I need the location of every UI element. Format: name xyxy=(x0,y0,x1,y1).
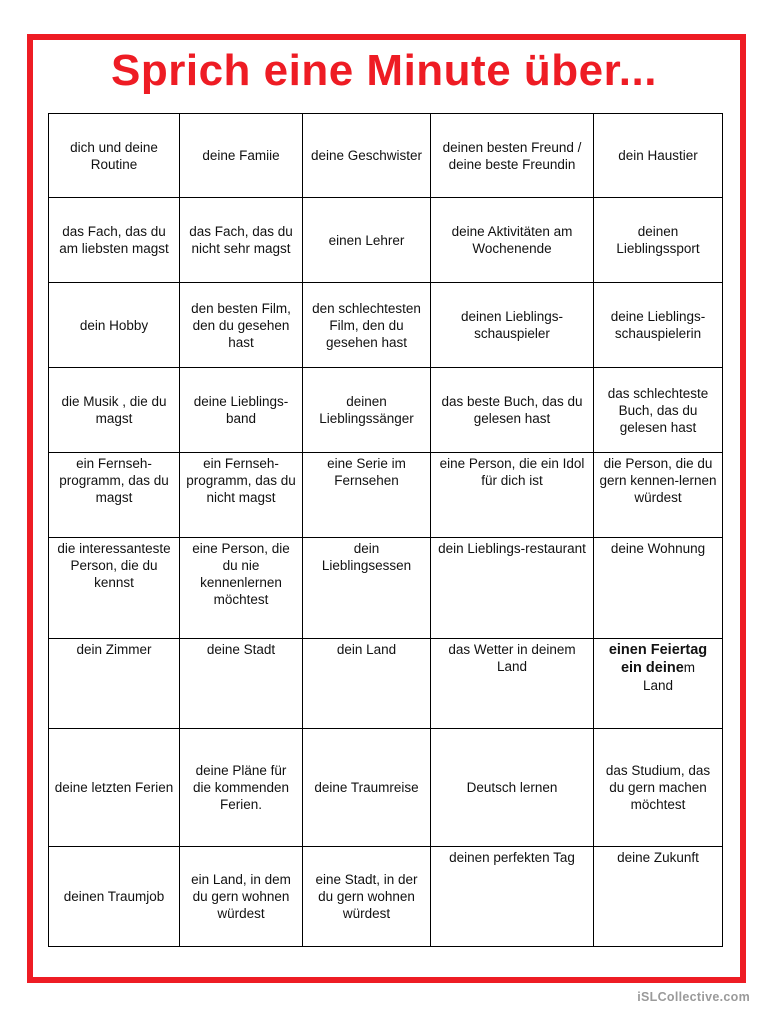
topic-cell: ein Fernseh-programm, das du magst xyxy=(49,453,180,538)
topic-cell: den schlechtesten Film, den du gesehen hast xyxy=(303,283,431,368)
topic-cell: deine letzten Ferien xyxy=(49,729,180,847)
topic-cell-holiday xyxy=(594,639,723,729)
topic-cell: deinen Lieblingssport xyxy=(594,198,723,283)
worksheet-title: Sprich eine Minute über... xyxy=(111,46,657,95)
topic-cell: die Musik , die du magst xyxy=(49,368,180,453)
topic-cell: das Fach, das du am liebsten magst xyxy=(49,198,180,283)
topic-cell: deine Traumreise xyxy=(303,729,431,847)
holiday-normal-text: m xyxy=(683,660,696,675)
topic-cell: eine Serie im Fernsehen xyxy=(303,453,431,538)
topic-cell: dein Lieblings-restaurant xyxy=(431,538,594,639)
topic-cell: dein Hobby xyxy=(49,283,180,368)
topic-cell: eine Stadt, in der du gern wohnen würdest xyxy=(303,847,431,947)
topic-cell: dein Land xyxy=(303,639,431,729)
topic-cell: deine Aktivitäten am Wochenende xyxy=(431,198,594,283)
topic-cell: deinen besten Freund / deine beste Freundin xyxy=(431,114,594,198)
topic-cell: deine Pläne für die kommenden Ferien. xyxy=(180,729,303,847)
topic-cell: das Fach, das du nicht sehr magst xyxy=(180,198,303,283)
topic-cell: deinen Lieblingssänger xyxy=(303,368,431,453)
topic-cell: deine Lieblings-schauspielerin xyxy=(594,283,723,368)
topic-cell: deine Geschwister xyxy=(303,114,431,198)
holiday-line2-text: Land xyxy=(642,678,674,693)
topic-cell: deine Lieblings-band xyxy=(180,368,303,453)
topic-cell: deine Stadt xyxy=(180,639,303,729)
topic-cell: deine Wohnung xyxy=(594,538,723,639)
topic-cell: den besten Film, den du gesehen hast xyxy=(180,283,303,368)
topic-cell: einen Lehrer xyxy=(303,198,431,283)
topic-cell: deine Zukunft xyxy=(594,847,723,947)
topic-cell: Deutsch lernen xyxy=(431,729,594,847)
topic-cell: dein Haustier xyxy=(594,114,723,198)
topic-cell: dich und deine Routine xyxy=(49,114,180,198)
topic-cell: ein Fernseh-programm, das du nicht magst xyxy=(180,453,303,538)
holiday-bold-text: einen Feiertag ein deine xyxy=(608,642,708,676)
topic-cell: eine Person, die ein Idol für dich ist xyxy=(431,453,594,538)
site-watermark: iSLCollective.com xyxy=(637,990,750,1004)
topic-cell: das Wetter in deinem Land xyxy=(431,639,594,729)
topic-cell: dein Zimmer xyxy=(49,639,180,729)
topic-cell: das beste Buch, das du gelesen hast xyxy=(431,368,594,453)
topic-cell: die interessanteste Person, die du kennst xyxy=(49,538,180,639)
topic-cell: ein Land, in dem du gern wohnen würdest xyxy=(180,847,303,947)
topic-cell: das schlechteste Buch, das du gelesen hast xyxy=(594,368,723,453)
topic-cell: dein Lieblingsessen xyxy=(303,538,431,639)
topic-cell: deine Famiie xyxy=(180,114,303,198)
topic-cell: eine Person, die du nie kennenlernen möchtest xyxy=(180,538,303,639)
topic-cell: deinen perfekten Tag xyxy=(431,847,594,947)
topic-grid xyxy=(48,113,723,947)
topic-cell: deinen Traumjob xyxy=(49,847,180,947)
topic-cell: das Studium, das du gern machen möchtest xyxy=(594,729,723,847)
topic-cell: die Person, die du gern kennen-lernen würdest xyxy=(594,453,723,538)
topic-cell: deinen Lieblings-schauspieler xyxy=(431,283,594,368)
